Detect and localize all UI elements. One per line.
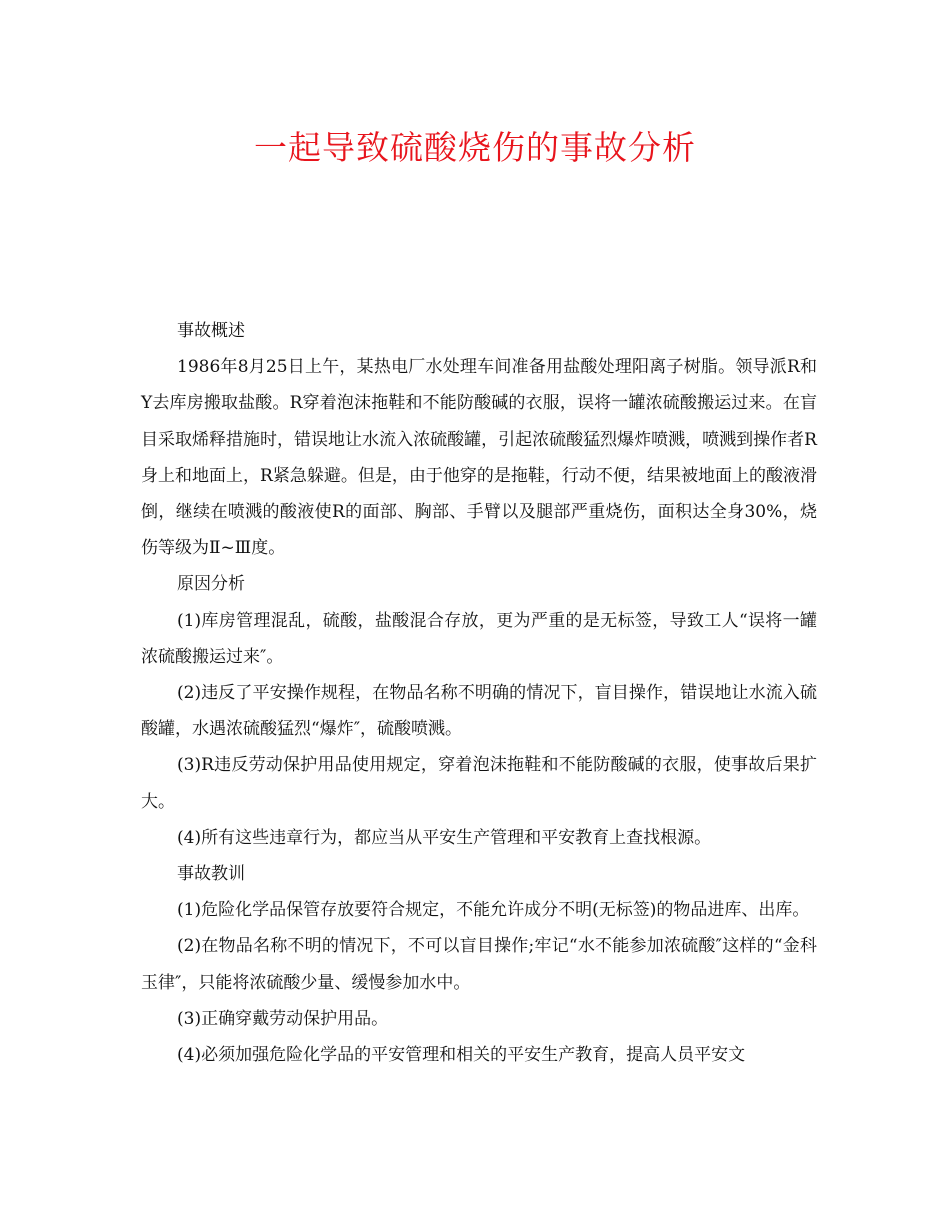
cause-paragraph-2: (2)违反了平安操作规程，在物品名称不明确的情况下，盲目操作，错误地让水流入硫酸罐，水遇浓硫酸猛烈“爆炸″，硫酸喷溅。 <box>141 683 817 740</box>
cause-paragraph-3: (3)R违反劳动保护用品使用规定，穿着泡沫拖鞋和不能防酸碱的衣服，使事故后果扩大。 <box>141 755 817 812</box>
cause-paragraph-1: (1)库房管理混乱，硫酸，盐酸混合存放，更为严重的是无标签，导致工人“误将一罐浓硫酸搬运过来″。 <box>141 610 817 667</box>
overview-paragraph: 1986年8月25日上午，某热电厂水处理车间准备用盐酸处理阳离子树脂。领导派R和Y去库房搬取盐酸。R穿着泡沫拖鞋和不能防酸碱的衣服，误将一罐浓硫酸搬运过来。在盲目采取烯释措施时，错误地让水流入浓硫酸罐，引起浓硫酸猛烈爆炸喷溅，喷溅到操作者R身上和地面上，R紧急躲避。但是，由于他穿的是拖鞋，行动不便，结果被地面上的酸液滑倒，继续在喷溅的酸液使R的面部、胸部、手臂以及腿部严重烧伤，面积达全身30%，烧伤等级为Ⅱ~Ⅲ度。 <box>141 357 817 559</box>
document-body <box>141 313 817 1073</box>
cause-paragraph-4: (4)所有这些违章行为，都应当从平安生产管理和平安教育上查找根源。 <box>177 827 712 848</box>
lesson-paragraph-4: (4)必须加强危险化学品的平安管理和相关的平安生产教育，提高人员平安文 <box>177 1045 746 1066</box>
section-heading-overview: 事故概述 <box>177 321 245 341</box>
lesson-paragraph-1: (1)危险化学品保管存放要符合规定，不能允许成分不明(无标签)的物品进库、出库。 <box>177 900 810 921</box>
document-title: 一起导致硫酸烧伤的事故分析 <box>254 128 696 167</box>
lesson-paragraph-3: (3)正确穿戴劳动保护用品。 <box>177 1008 389 1029</box>
section-heading-cause-analysis: 原因分析 <box>177 574 245 595</box>
section-heading-lessons: 事故教训 <box>177 864 245 885</box>
lesson-paragraph-2: (2)在物品名称不明的情况下，不可以盲目操作;牢记“水不能参加浓硫酸″这样的“金科玉律″，只能将浓硫酸少量、缓慢参加水中。 <box>141 936 817 993</box>
